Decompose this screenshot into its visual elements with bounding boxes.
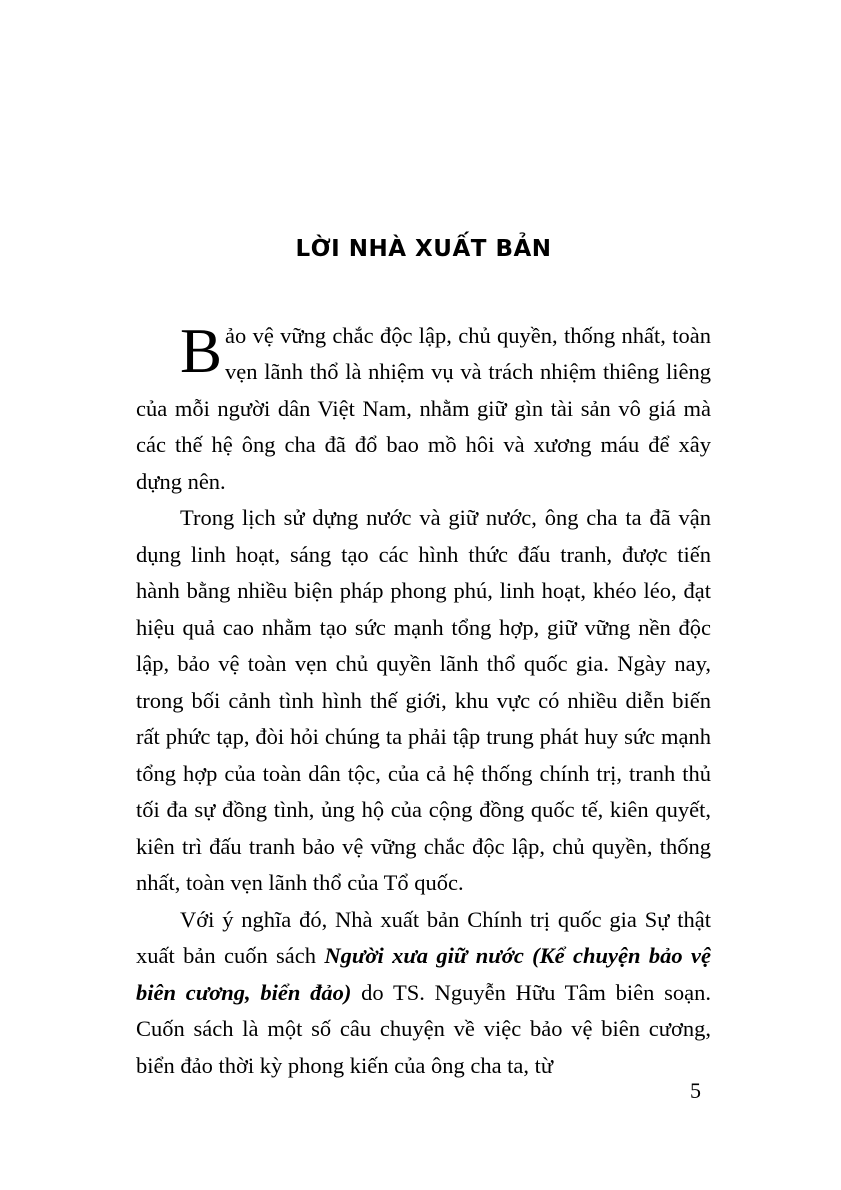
drop-cap: B xyxy=(180,315,223,386)
paragraph-1-text: ảo vệ vững chắc độc lập, chủ quyền, thống nhất, toàn vẹn lãnh thổ là nhiệm vụ và trách nhiệm thiêng liêng của mỗi người dân Việt Nam, nhằm giữ gìn tài sản vô giá mà các thế hệ ông cha đã đổ bao mồ hôi và xương máu để xây dựng nên. xyxy=(136,322,711,494)
page-content xyxy=(136,236,711,1084)
page-number xyxy=(0,1078,841,1104)
paragraph-3-text-before: Với ý nghĩa đó, Nhà xuất bản Chính trị quốc gia Sự thật xuất bản cuốn sách xyxy=(136,906,711,969)
page-title: LỜI NHÀ XUẤT BẢN xyxy=(295,236,552,262)
book-title: Người xưa giữ nước (Kể chuyện bảo vệ biên cương, biển đảo) xyxy=(136,943,711,1005)
paragraph-2: Trong lịch sử dựng nước và giữ nước, ông cha ta đã vận dụng linh hoạt, sáng tạo các hình thức đấu tranh, được tiến hành bằng nhiều biện pháp phong phú, linh hoạt, khéo léo, đạt hiệu quả cao nhằm tạo sức mạnh tổng hợp, giữ vững nền độc lập, bảo vệ toàn vẹn chủ quyền lãnh thổ quốc gia. Ngày nay, trong bối cảnh tình hình thế giới, khu vực có nhiều diễn biến rất phức tạp, đòi hỏi chúng ta phải tập trung phát huy sức mạnh tổng hợp của toàn dân tộc, của cả hệ thống chính trị, tranh thủ tối đa sự đồng tình, ủng hộ của cộng đồng quốc tế, kiên quyết, kiên trì đấu tranh bảo vệ vững chắc độc lập, chủ quyền, thống nhất, toàn vẹn lãnh thổ của Tổ quốc. xyxy=(136,505,711,896)
paragraph-3 xyxy=(136,902,711,1085)
paragraph-1 xyxy=(136,315,711,501)
page-number-value: 5 xyxy=(690,1078,701,1103)
paragraph-3-text-after: do TS. Nguyễn Hữu Tâm biên soạn. Cuốn sách là một số câu chuyện về việc bảo vệ biên cương, biển đảo thời kỳ phong kiến của ông cha ta, từ xyxy=(136,979,711,1078)
